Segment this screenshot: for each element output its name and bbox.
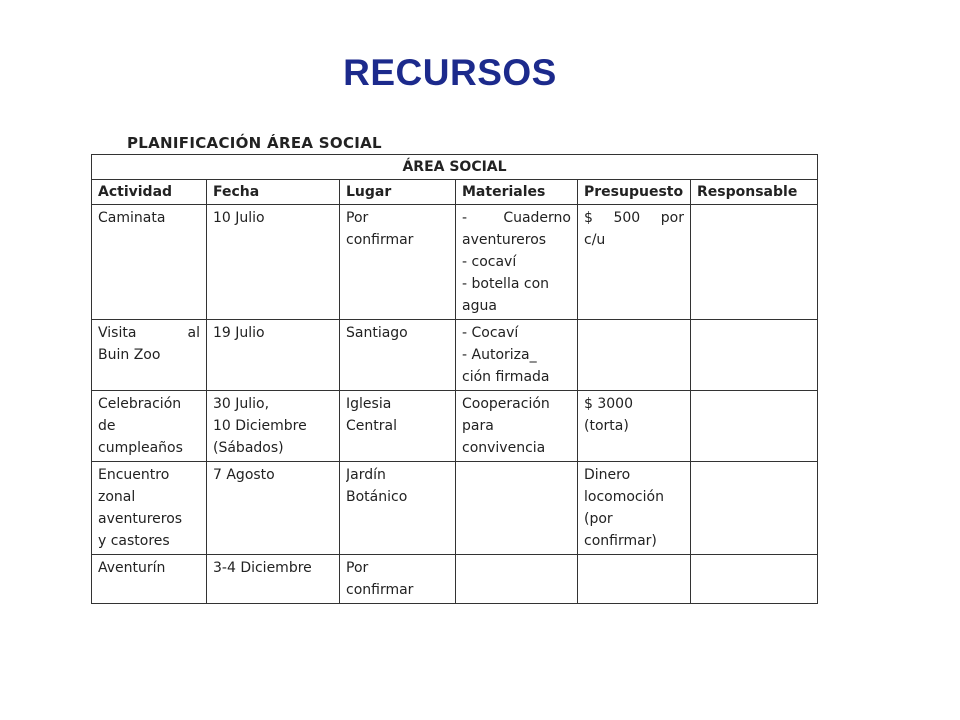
cell-line: Iglesia (346, 396, 392, 412)
column-header-lugar: Lugar (340, 180, 456, 205)
cell-responsable (691, 462, 818, 555)
document-caption: PLANIFICACIÓN ÁREA SOCIAL (127, 134, 382, 152)
column-header-fecha: Fecha (207, 180, 340, 205)
cell-materiales (456, 205, 578, 320)
cell-responsable (691, 205, 818, 320)
cell-line: de (98, 418, 116, 434)
cell-line: Aventurín (98, 560, 166, 576)
cell-fecha (207, 462, 340, 555)
column-header-presupuesto: Presupuesto (578, 180, 691, 205)
slide-title: RECURSOS (343, 52, 557, 93)
cell-responsable (691, 391, 818, 462)
cell-actividad (92, 391, 207, 462)
cell-line: (Sábados) (213, 440, 284, 456)
cell-line: 30 Julio, (213, 396, 270, 412)
cell-lugar (340, 555, 456, 604)
table-title: ÁREA SOCIAL (92, 155, 818, 180)
table-row (92, 555, 818, 604)
cell-line: Buin Zoo (98, 347, 161, 363)
cell-presupuesto (578, 320, 691, 391)
cell-fecha (207, 555, 340, 604)
cell-line: ción firmada (462, 369, 550, 385)
table-row (92, 462, 818, 555)
cell-line: c/u (584, 232, 606, 248)
cell-lugar (340, 391, 456, 462)
cell-fecha (207, 205, 340, 320)
cell-line: aventureros (98, 511, 183, 527)
cell-line: Visita al (98, 325, 200, 341)
cell-line: 10 Diciembre (213, 418, 307, 434)
cell-line: $ 3000 (584, 396, 633, 412)
cell-line: Dinero (584, 467, 631, 483)
table-body (92, 205, 818, 604)
cell-line: Botánico (346, 489, 408, 505)
cell-line: (por (584, 511, 613, 527)
cell-line: confirmar) (584, 533, 657, 549)
cell-line: convivencia (462, 440, 546, 456)
column-header-materiales: Materiales (456, 180, 578, 205)
table-row (92, 205, 818, 320)
cell-line: Por (346, 560, 369, 576)
cell-line: agua (462, 298, 497, 314)
cell-line: 7 Agosto (213, 467, 275, 483)
cell-lugar (340, 205, 456, 320)
table-row (92, 391, 818, 462)
cell-line: zonal (98, 489, 136, 505)
cell-line: - Cocaví (462, 325, 519, 341)
cell-line: - cocaví (462, 254, 517, 270)
cell-line: para (462, 418, 494, 434)
cell-line: Celebración (98, 396, 182, 412)
cell-line: - Autoriza_ (462, 347, 537, 363)
cell-responsable (691, 320, 818, 391)
cell-materiales (456, 462, 578, 555)
cell-line: Jardín (346, 467, 386, 483)
cell-line: Santiago (346, 325, 408, 341)
cell-line: Por (346, 210, 369, 226)
cell-line: 19 Julio (213, 325, 265, 341)
cell-line: - Cuaderno (462, 210, 571, 226)
cell-line: Central (346, 418, 397, 434)
cell-line: aventureros (462, 232, 547, 248)
cell-line: y castores (98, 533, 170, 549)
cell-line: - botella con (462, 276, 550, 292)
cell-actividad (92, 205, 207, 320)
cell-line: (torta) (584, 418, 629, 434)
cell-materiales (456, 320, 578, 391)
cell-presupuesto (578, 462, 691, 555)
cell-presupuesto (578, 391, 691, 462)
cell-actividad (92, 462, 207, 555)
cell-line: cumpleaños (98, 440, 183, 456)
column-header-responsable: Responsable (691, 180, 818, 205)
cell-line: confirmar (346, 582, 414, 598)
cell-lugar (340, 320, 456, 391)
cell-line: locomoción (584, 489, 664, 505)
cell-materiales (456, 555, 578, 604)
cell-presupuesto (578, 205, 691, 320)
cell-responsable (691, 555, 818, 604)
cell-lugar (340, 462, 456, 555)
cell-line: Caminata (98, 210, 166, 226)
cell-materiales (456, 391, 578, 462)
cell-fecha (207, 320, 340, 391)
cell-line: $ 500 por (584, 210, 684, 226)
table-row (92, 320, 818, 391)
planning-table (91, 154, 818, 604)
cell-line: confirmar (346, 232, 414, 248)
column-header-row (92, 180, 818, 205)
column-header-actividad: Actividad (92, 180, 207, 205)
cell-presupuesto (578, 555, 691, 604)
cell-fecha (207, 391, 340, 462)
cell-line: 10 Julio (213, 210, 265, 226)
cell-line: Cooperación (462, 396, 550, 412)
cell-actividad (92, 555, 207, 604)
cell-actividad (92, 320, 207, 391)
cell-line: Encuentro (98, 467, 170, 483)
cell-line: 3-4 Diciembre (213, 560, 312, 576)
